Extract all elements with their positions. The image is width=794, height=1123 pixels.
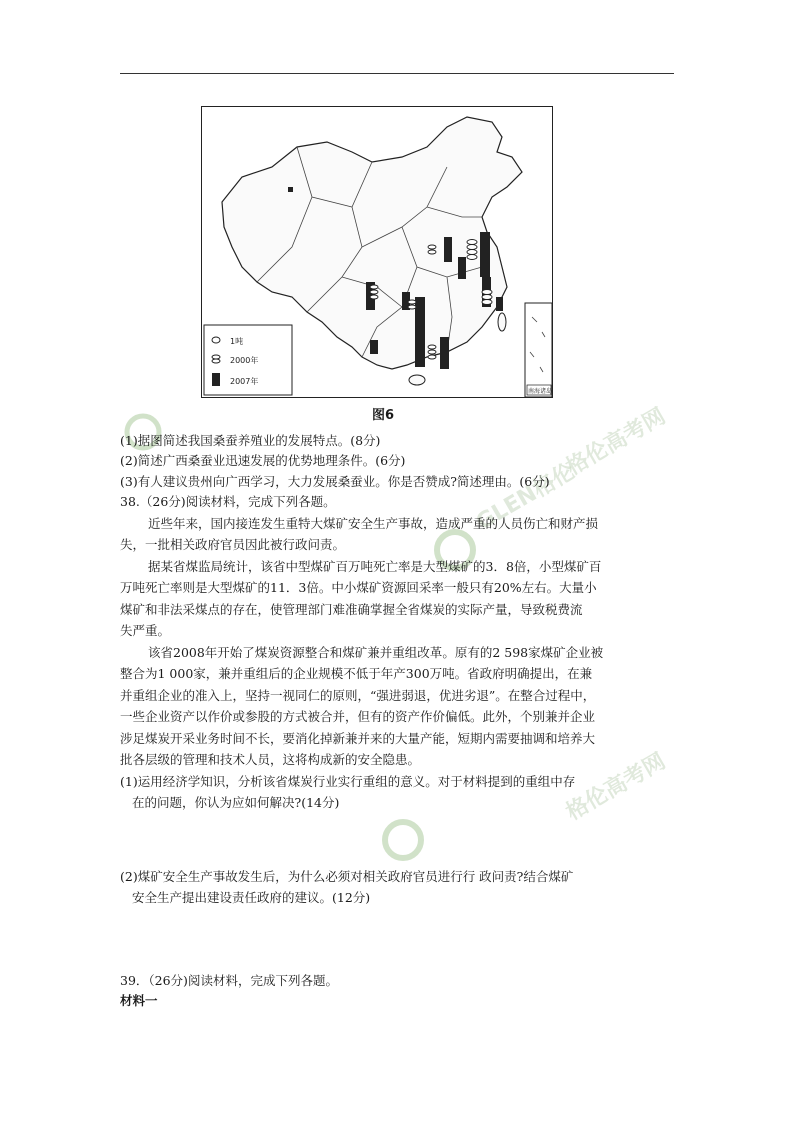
- legend-2000-icon: [212, 359, 220, 363]
- hainan-island: [409, 375, 425, 385]
- q38-para-line: 并重组企业的准入上，坚持一视同仁的原则，“强进弱退，优进劣退”。在整合过程中，: [120, 688, 596, 703]
- legend-2007-icon: [212, 373, 220, 386]
- q37-sub2: (2)简述广西桑蚕业迅速发展的优势地理条件。(6分): [120, 453, 406, 468]
- q38-sub2-line1: (2)煤矿安全生产事故发生后，为什么必须对相关政府官员进行行 政问责?结合煤矿: [120, 869, 574, 884]
- bar-guangxi: [415, 297, 425, 367]
- taiwan-island: [498, 313, 506, 331]
- q38-para-line: 失，一批相关政府官员因此被行政问责。: [120, 537, 346, 552]
- q38-para-line: 据某省煤监局统计，该省中型煤矿百万吨死亡率是大型煤矿的3．8倍，小型煤矿百: [148, 559, 602, 574]
- q38-sub1-line1: (1)运用经济学知识，分析该省煤炭行业实行重组的意义。对于材料提到的重组中存: [120, 774, 576, 789]
- q38-para-line: 万吨死亡率则是大型煤矿的11．3倍。中小煤矿资源回采率一般只有20%左右。大量小: [120, 580, 597, 595]
- inset-label: 南海诸岛: [528, 388, 552, 395]
- watermark-text-3: 格伦高考网: [562, 748, 670, 826]
- watermark-text-2: GLEN格伦: [472, 459, 580, 536]
- q38-para-line: 批各层级的管理和技术人员，这将构成新的安全隐患。: [120, 752, 421, 767]
- legend-1t-label: 1吨: [230, 337, 244, 346]
- q38-para-line: 煤矿和非法采煤点的存在，使管理部门难准确掌握全省煤炭的实际产量，导致税费流: [120, 602, 583, 617]
- china-map-svg: [202, 107, 552, 397]
- q39-header: 39．（26分)阅读材料，完成下列各题。: [120, 973, 338, 988]
- q37-sub3: (3)有人建议贵州向广西学习，大力发展桑蚕业。你是否赞成?简述理由。(6分): [120, 474, 550, 489]
- legend-1t-icon: [212, 337, 220, 343]
- watermark-logo-3: [378, 815, 438, 865]
- q38-para-line: 该省2008年开始了煤炭资源整合和煤矿兼并重组改革。原有的2 598家煤矿企业被: [148, 645, 604, 660]
- q38-sub1-line2: 在的问题，你认为应如何解决?(14分): [132, 795, 340, 810]
- q38-para-line: 近些年来，国内接连发生重特大煤矿安全生产事故，造成严重的人员伤亡和财产损: [148, 516, 599, 531]
- figure-caption: 图6: [372, 408, 395, 423]
- q38-para-line: 一些企业资产以作价或参股的方式被合并，但有的资产作价偏低。此外，个别兼并企业: [120, 709, 596, 724]
- china-map-figure: [201, 106, 553, 398]
- q38-header: 38.（26分)阅读材料，完成下列各题。: [120, 494, 336, 509]
- q37-sub1: (1)据图简述我国桑蚕养殖业的发展特点。(8分): [120, 433, 381, 448]
- top-rule: [120, 73, 674, 74]
- legend-2000-label: 2000年: [230, 356, 259, 365]
- q39-material-label: 材料一: [120, 993, 158, 1008]
- q38-para-line: 整合为1 000家，兼并重组后的企业规模不低于年产300万吨。省政府明确提出，在兼: [120, 666, 593, 681]
- bar-guangdong: [440, 337, 449, 369]
- q38-sub2-line2: 安全生产提出建设责任政府的建议。(12分): [132, 890, 371, 905]
- bar-zhejiang: [496, 297, 503, 311]
- q38-para-line: 失严重。: [120, 623, 171, 638]
- bar-henan: [444, 237, 452, 262]
- q38-para-line: 涉足煤炭开采业务时间不长，要消化掉新兼并来的大量产能，短期内需要抽调和培养大: [120, 731, 596, 746]
- south-china-sea-inset: [525, 303, 552, 397]
- bar-shandong: [480, 232, 490, 277]
- legend-2007-label: 2007年: [230, 377, 259, 386]
- bar-yunnan: [370, 340, 378, 354]
- marker-xinjiang: [288, 187, 293, 192]
- watermark-text-1: 格伦高考网: [562, 403, 670, 481]
- bar-hubei: [458, 257, 466, 279]
